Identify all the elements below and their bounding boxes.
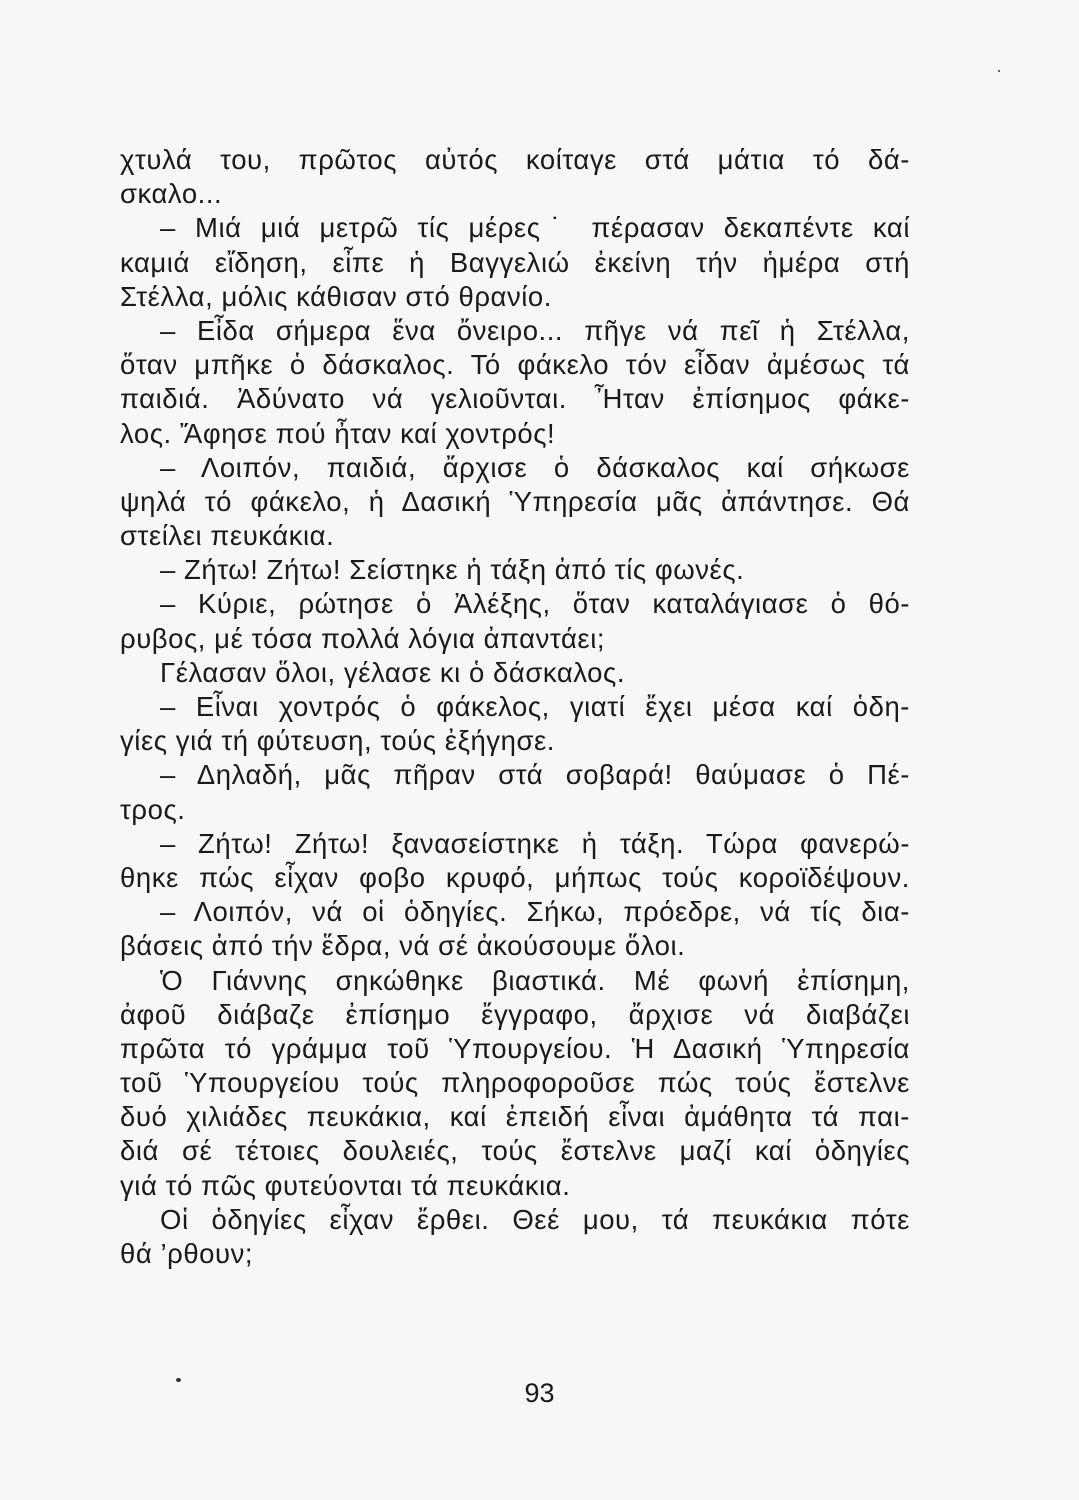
text-line: – Ζήτω! Ζήτω! ξανασείστηκε ἡ τάξη. Τώρα φανερώ-: [160, 827, 910, 859]
text-line: – Κύριε, ρώτησε ὁ Ἀλέξης, ὅταν καταλάγιασε ὁ θό-: [160, 588, 910, 620]
text-line: – Λοιπόν, νά οἱ ὁδηγίες. Σήκω, πρόεδρε, νά τίς δια-: [160, 896, 910, 928]
text-line: τοῦ Ὑπουργείου τούς πληροφοροῦσε πώς τούς ἔστελνε: [120, 1067, 910, 1099]
text-line: ἀφοῦ διάβαζε ἐπίσημο ἔγγραφο, ἄρχισε νά διαβάζει: [120, 998, 910, 1030]
text-line: – Εἶδα σήμερα ἕνα ὄνειρο... πῆγε νά πεῖ ἡ Στέλλα,: [160, 314, 910, 346]
text-line: Ὁ Γιάννης σηκώθηκε βιαστικά. Μέ φωνή ἐπίσημη,: [160, 964, 910, 996]
text-line: – Λοιπόν, παιδιά, ἄρχισε ὁ δάσκαλος καί σήκωσε: [160, 451, 910, 483]
text-line: σκαλο...: [120, 178, 223, 210]
text-line: χτυλά του, πρῶτος αὐτός κοίταγε στά μάτια τό δά-: [120, 144, 910, 175]
text-line: δυό χιλιάδες πευκάκια, καί ἐπειδή εἶναι ἀμάθητα τά παι-: [120, 1101, 910, 1133]
text-line: παιδιά. Ἀδύνατο νά γελιοῦνται. Ἦταν ἐπίσημος φάκε-: [120, 383, 910, 415]
text-line: γιά τό πῶς φυτεύονται τά πευκάκια.: [120, 1169, 571, 1201]
text-line: καμιά εἴδηση, εἶπε ἡ Βαγγελιώ ἐκείνη τήν ἡμέρα στή: [120, 246, 910, 278]
text-line: στείλει πευκάκια.: [120, 520, 335, 552]
scan-speck: [176, 1378, 181, 1382]
text-line: – Εἶναι χοντρός ὁ φάκελος, γιατί ἔχει μέσα καί ὁδη-: [160, 691, 910, 722]
text-line: θηκε πώς εἶχαν φοβο κρυφό, μήπως τούς κοροϊδέψουν.: [120, 861, 910, 893]
text-line: διά σέ τέτοιες δουλειές, τούς ἔστελνε μαζί καί ὁδηγίες: [120, 1135, 910, 1167]
text-line: Στέλλα, μόλις κάθισαν στό θρανίο.: [120, 280, 552, 312]
text-line: Οἱ ὁδηγίες εἶχαν ἔρθει. Θεέ μου, τά πευκάκια πότε: [160, 1203, 910, 1235]
text-line: Γέλασαν ὅλοι, γέλασε κι ὁ δάσκαλος.: [160, 656, 626, 688]
text-line: ψηλά τό φάκελο, ἡ Δασική Ὑπηρεσία μᾶς ἀπάντησε. Θά: [120, 485, 910, 517]
scan-speck: [998, 70, 1000, 72]
text-line: βάσεις ἀπό τήν ἕδρα, νά σέ ἀκούσουμε ὅλοι.: [120, 930, 686, 962]
text-line: τρος.: [120, 793, 186, 825]
page-number: 93: [524, 1378, 555, 1408]
text-line: λος. Ἄφησε πού ἦταν καί χοντρός!: [120, 417, 556, 449]
text-line: – Δηλαδή, μᾶς πῆραν στά σοβαρά! θαύμασε ὁ Πέ-: [160, 759, 910, 791]
text-line: – Μιά μιά μετρῶ τίς μέρες˙ πέρασαν δεκαπέντε καί: [160, 212, 910, 244]
text-line: γίες γιά τή φύτευση, τούς ἐξήγησε.: [120, 725, 555, 757]
text-line: θά ’ρθουν;: [120, 1238, 254, 1269]
text-line: πρῶτα τό γράμμα τοῦ Ὑπουργείου. Ἡ Δασική Ὑπηρεσία: [120, 1032, 910, 1064]
text-line: – Ζήτω! Ζήτω! Σείστηκε ἡ τάξη ἀπό τίς φωνές.: [160, 554, 745, 586]
text-line: ρυβος, μέ τόσα πολλά λόγια ἀπαντάει;: [120, 622, 606, 654]
body-text: [120, 143, 910, 1271]
text-line: ὅταν μπῆκε ὁ δάσκαλος. Τό φάκελο τόν εἶδαν ἀμέσως τά: [120, 349, 910, 381]
